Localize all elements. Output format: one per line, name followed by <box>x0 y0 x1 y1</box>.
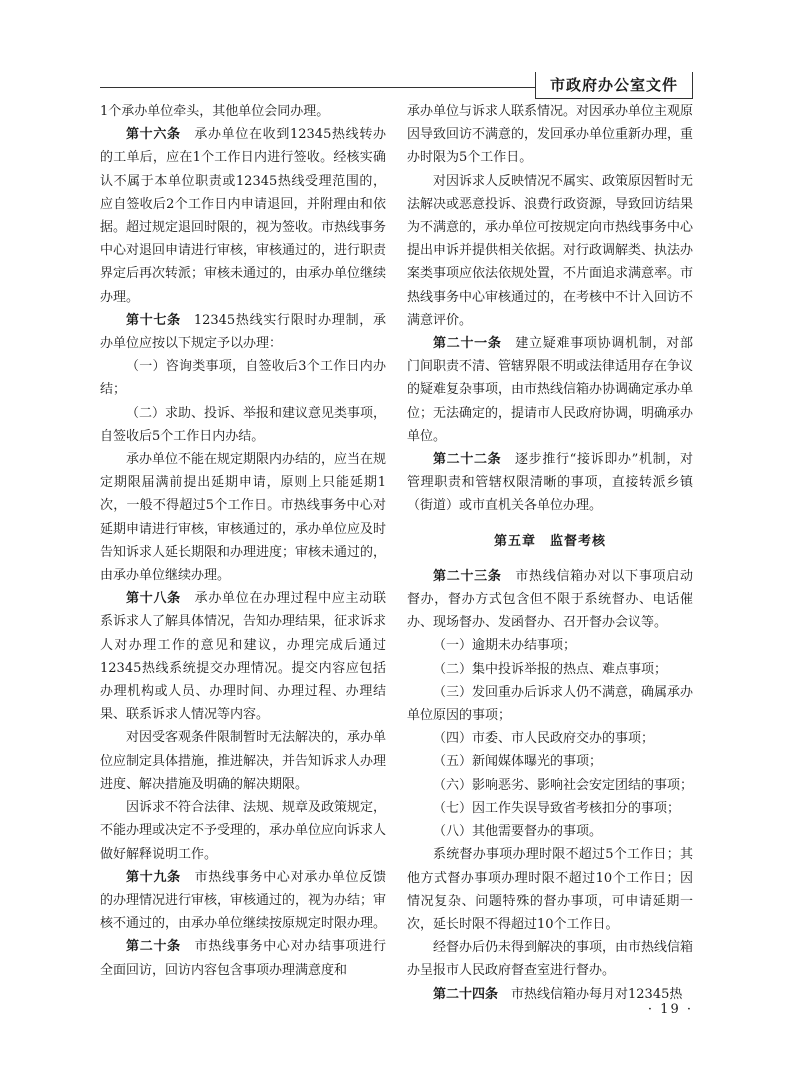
paragraph: （二）集中投诉举报的热点、难点事项； <box>433 661 668 677</box>
article-number: 第十八条 <box>126 591 181 607</box>
spacer <box>181 939 194 954</box>
running-header-title: 市政府办公室文件 <box>535 72 693 99</box>
paragraph: （八）其他需要督办的事项。 <box>433 824 603 840</box>
article-paragraph <box>100 587 386 726</box>
right-column <box>407 100 693 1006</box>
left-column <box>100 100 386 982</box>
spacer <box>502 336 515 351</box>
article-text: 市热线信箱办对以下事项启动督办，督办方式包含但不限于系统督办、电话催办、现场督办、发函督办、召开督办会议等。 <box>407 568 693 631</box>
article-number: 第二十二条 <box>433 452 502 468</box>
article-number: 第二十一条 <box>433 336 502 352</box>
article-number: 第二十条 <box>126 939 181 955</box>
paragraph: （一）逾期未办结事项； <box>433 638 577 654</box>
article-text: 承办单位在收到12345热线转办的工单后，应在1个工作日内进行签收。经核实确认不属于本单位职责或12345热线受理范围的，应自签收后2个工作日内申请退回，并附理由和依据。超过规定退回时限的，视为签收。市热线事务中心对退回申请进行审核，审核通过的，进行职责界定后再次转派；审核未通过的，由承办单位继续办理。 <box>100 127 387 305</box>
paragraph: 因诉求不符合法律、法规、规章及政策规定，不能办理或决定不予受理的，承办单位应向诉求人做好解释说明工作。 <box>100 800 387 862</box>
article-number: 第二十四条 <box>433 986 499 1002</box>
article-text: 市热线事务中心对承办单位反馈的办理情况进行审核，审核通过的，视为办结；审核不通过的，由承办单位继续按原规定时限办理。 <box>100 869 387 932</box>
article-text: 12345热线实行限时办理制，承办单位应按以下规定予以办理： <box>100 312 386 352</box>
paragraph: 对因诉求人反映情况不属实、政策原因暂时无法解决或恶意投诉、浪费行政资源，导致回访结果为不满意的，承办单位可按规定向市热线事务中心提出申诉并提供相关依据。对行政调解类、执法办案类事项应依法依规处置，不片面追求满意率。市热线事务中心审核通过的，在考核中不计入回访不满意评价。 <box>407 173 694 328</box>
article-paragraph <box>100 935 386 981</box>
chapter-heading: 第五章 监督考核 <box>493 533 606 549</box>
article-text: 建立疑难事项协调机制，对部门间职责不清、管辖界限不明或法律适用存在争议的疑难复杂事项，由市热线信箱办协调确定承办单位；无法确定的，提请市人民政府协调，明确承办单位。 <box>407 336 694 444</box>
article-paragraph <box>407 565 693 635</box>
paragraph-continuation: 1个承办单位牵头，其他单位会同办理。 <box>100 104 330 119</box>
article-paragraph <box>407 332 693 448</box>
article-number: 第十六条 <box>126 127 181 143</box>
paragraph: （五）新闻媒体曝光的事项； <box>433 754 603 770</box>
article-paragraph <box>100 309 386 355</box>
paragraph: （七）因工作失误导致省考核扣分的事项； <box>433 800 681 816</box>
spacer <box>181 591 194 606</box>
spacer <box>181 127 194 142</box>
spacer <box>501 452 514 467</box>
spacer <box>498 987 511 1002</box>
article-text: 市热线事务中心对办结事项进行全面回访，回访内容包含事项办理满意度和 <box>100 939 386 978</box>
paragraph-continuation: 承办单位与诉求人联系情况。对因承办单位主观原因导致回访不满意的，发回承办单位重新办理，重办时限为5个工作日。 <box>407 104 694 166</box>
article-paragraph <box>407 448 693 518</box>
spacer <box>502 569 515 584</box>
article-paragraph <box>100 866 386 936</box>
paragraph: 系统督办事项办理时限不超过5个工作日；其他方式督办事项办理时限不超过10个工作日；因情况复杂、问题特殊的督办事项，可申请延期一次，延长时限不得超过10个工作日。 <box>407 847 693 932</box>
article-text: 市热线信箱办每月对12345热 <box>511 986 683 1002</box>
spacer <box>181 870 194 885</box>
article-paragraph <box>100 123 386 309</box>
paragraph: （二）求助、投诉、举报和建议意见类事项，自签收后5个工作日内办结。 <box>100 405 387 444</box>
paragraph: （一）咨询类事项，自签收后3个工作日内办结； <box>100 359 386 398</box>
paragraph: （六）影响恶劣、影响社会安定团结的事项； <box>433 777 694 793</box>
article-number: 第十七条 <box>126 312 181 328</box>
paragraph: 经督办后仍未得到解决的事项，由市热线信箱办呈报市人民政府督查室进行督办。 <box>407 940 694 979</box>
spacer <box>181 313 194 328</box>
article-number: 第二十三条 <box>433 568 502 584</box>
article-number: 第十九条 <box>126 869 181 885</box>
article-text: 逐步推行“接诉即办”机制，对管理职责和管辖权限清晰的事项，直接转派乡镇（街道）或市直机关各单位办理。 <box>407 452 693 514</box>
paragraph: 承办单位不能在规定期限内办结的，应当在规定期限届满前提出延期申请，原则上只能延期1次，一般不得超过5个工作日。市热线事务中心对延期申请进行审核，审核通过的，承办单位应及时告知诉求人延长期限和办理进度；审核未通过的，由承办单位继续办理。 <box>100 452 387 584</box>
paragraph: （四）市委、市人民政府交办的事项； <box>433 731 655 747</box>
paragraph: （三）发回重办后诉求人仍不满意，确属承办单位原因的事项； <box>407 684 694 724</box>
page-number: · 19 · <box>647 1002 693 1017</box>
article-text: 承办单位在办理过程中应主动联系诉求人了解具体情况，告知办理结果，征求诉求人对办理工作的意见和建议，办理完成后通过12345热线系统提交办理情况。提交内容应包括办理机构或人员、办理时间、办理过程、办理结果、联系诉求人情况等内容。 <box>100 591 387 723</box>
paragraph: 对因受客观条件限制暂时无法解决的，承办单位应制定具体措施，推进解决，并告知诉求人办理进度、解决措施及明确的解决期限。 <box>100 730 387 792</box>
